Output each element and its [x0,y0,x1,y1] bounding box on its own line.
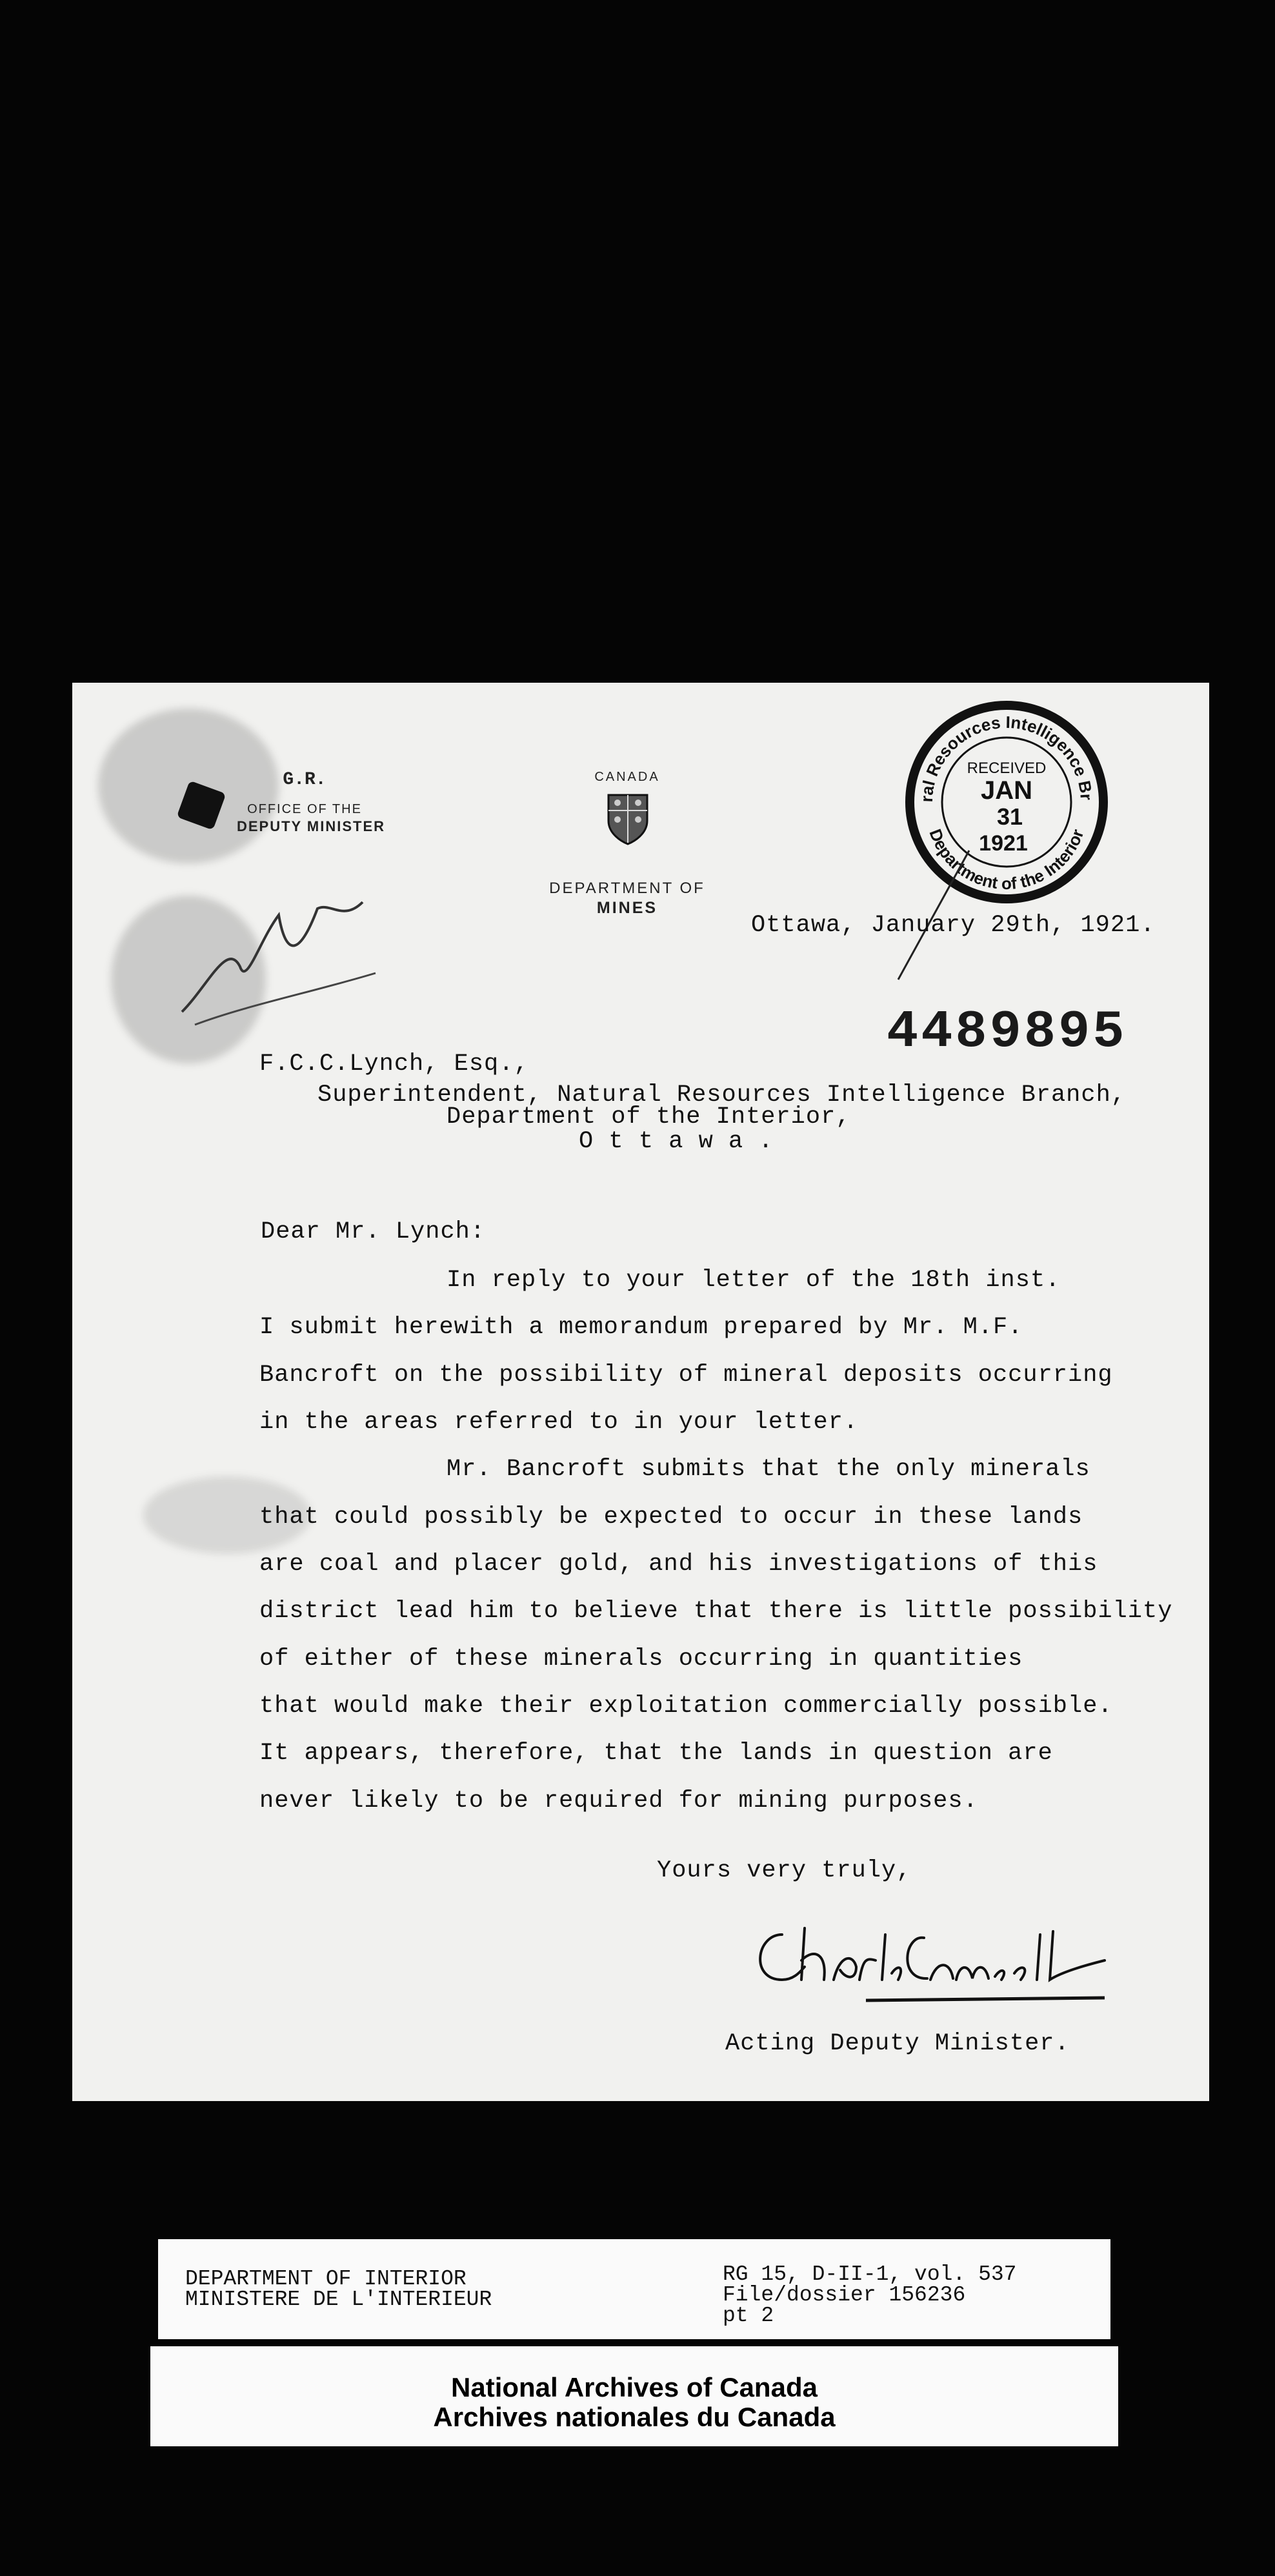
archive-dept-en: DEPARTMENT OF INTERIOR [185,2267,467,2291]
letterhead-office-line1: OFFICE OF THE [247,802,362,816]
letter-date: Ottawa, January 29th, 1921. [751,912,1156,939]
closing: Yours very truly, [657,1857,912,1884]
archive-reference-label [158,2239,1110,2339]
salutation: Dear Mr. Lynch: [261,1218,486,1245]
body-line: in the areas referred to in your letter. [259,1409,859,1436]
archive-dept-fr: MINISTERE DE L'INTERIEUR [185,2288,492,2311]
archive-ref-line3: pt 2 [723,2304,774,2328]
body-line: In reply to your letter of the 18th inst. [447,1267,1061,1294]
letterhead-department-line2: MINES [596,899,658,917]
signer-title: Acting Deputy Minister. [725,2030,1070,2057]
archive-ref-line2: File/dossier 156236 [723,2283,966,2307]
body-line: are coal and placer gold, and his investigations of this [259,1551,1098,1578]
body-line: of either of these minerals occurring in quantities [259,1645,1023,1673]
letter-page [72,683,1209,2101]
archive-banner [150,2346,1118,2446]
file-number: 4489895 [887,1002,1127,1062]
body-line: Mr. Bancroft submits that the only minerals [447,1456,1090,1483]
letterhead-initials: G.R. [283,770,326,790]
address-line1: F.C.C.Lynch, Esq., [259,1051,529,1078]
address-line2: Superintendent, Natural Resources Intelligence Branch, [317,1082,1126,1109]
stamp-month: JAN [980,776,1033,805]
archive-banner-fr: Archives nationales du Canada [433,2402,836,2432]
stamp-bottom-text: Department of the Interior [925,826,1088,894]
handwritten-signature [743,1909,1130,2012]
archive-banner-en: National Archives of Canada [451,2372,818,2402]
coat-of-arms-icon [605,791,651,845]
body-line: Bancroft on the possibility of mineral deposits occurring [259,1362,1113,1389]
stamp-received: RECEIVED [967,760,1047,777]
body-line: never likely to be required for mining purposes. [259,1787,978,1815]
letterhead-office-line2: DEPUTY MINISTER [236,818,386,834]
body-line: that could possibly be expected to occur in these lands [259,1504,1083,1531]
stamp-day: 31 [996,803,1023,830]
body-line: that would make their exploitation commercially possible. [259,1693,1113,1720]
address-line4: O t t a w a . [579,1128,774,1155]
address-line3: Department of the Interior, [447,1103,851,1131]
letterhead-department-line1: DEPARTMENT OF [549,880,705,897]
body-line: district lead him to believe that there is little possibility [259,1598,1173,1625]
archive-ref-line1: RG 15, D-II-1, vol. 537 [723,2262,1017,2286]
handwritten-initials [169,863,382,1031]
stamp-year: 1921 [979,831,1028,856]
body-line: I submit herewith a memorandum prepared by Mr. M.F. [259,1314,1023,1341]
body-line: It appears, therefore, that the lands in question are [259,1740,1053,1767]
letterhead-country: CANADA [594,770,660,784]
stamp-top-text: ral Resources Intelligence Br [916,712,1097,803]
